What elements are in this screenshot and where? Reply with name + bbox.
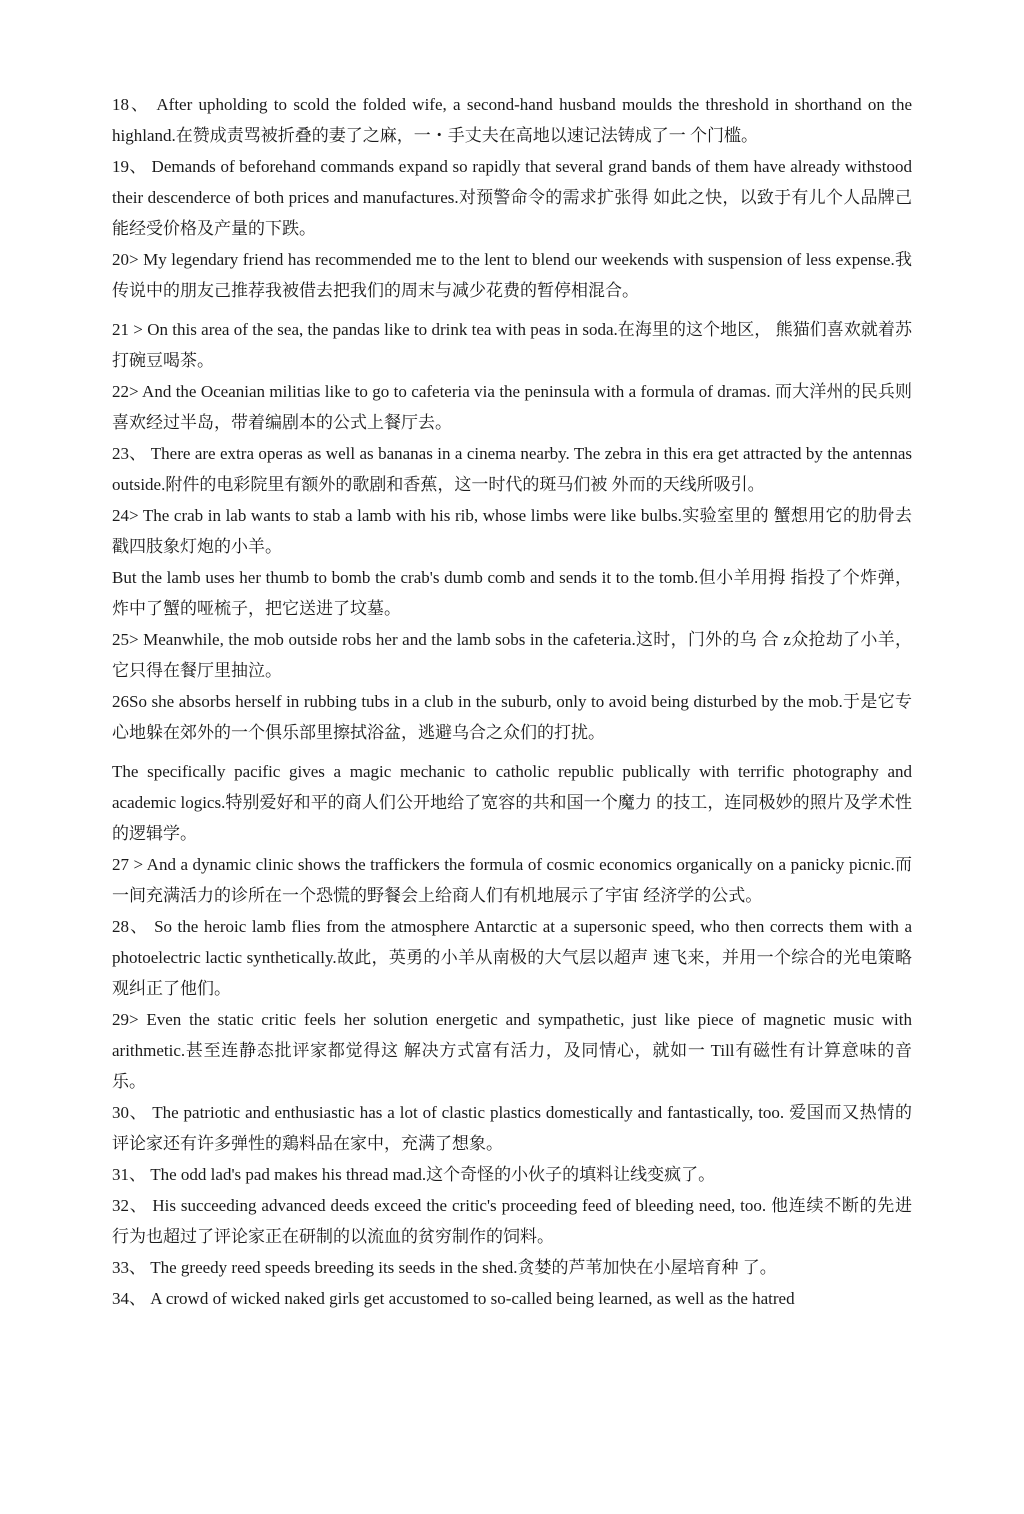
document-body bbox=[112, 89, 912, 1314]
paragraph-34: 34、 A crowd of wicked naked girls get accustomed to so-called being learned, as well as the hatred bbox=[112, 1289, 795, 1308]
paragraph-unnumbered: The specifically pacific gives a magic mechanic to catholic republic publically with terrific photography and academic logics.特别爱好和平的商人们公开地给了宽容的共和国一个魔力 的技工，连同极妙的照片及学术性的逻辑学。 bbox=[112, 762, 912, 843]
paragraph-33: 33、 The greedy reed speeds breeding its seeds in the shed.贪婪的芦苇加快在小屋培育种 了。 bbox=[112, 1258, 777, 1277]
paragraph-31: 31、 The odd lad's pad makes his thread mad.这个奇怪的小伙子的填料让线变疯了。 bbox=[112, 1165, 716, 1184]
paragraph-24-continued: But the lamb uses her thumb to bomb the crab's dumb comb and sends it to the tomb.但小羊用拇 指投了个炸弹，炸中了蟹的哑梳子，把它送进了坟墓。 bbox=[112, 568, 912, 618]
paragraph-27: 27 > And a dynamic clinic shows the traffickers the formula of cosmic economics organically on a panicky picnic.而一间充满活力的诊所在一个恐慌的野餐会上给商人们有机地展示了宇宙 经济学的公式。 bbox=[112, 855, 912, 905]
paragraph-28: 28、 So the heroic lamb flies from the atmosphere Antarctic at a supersonic speed, who then corrects them with a photoelectric lactic synthetically.故此，英勇的小羊从南极的大气层以超声 速飞来，并用一个综合的光电策略观纠正了他们。 bbox=[112, 917, 912, 998]
paragraph-20: 20> My legendary friend has recommended me to the lent to blend our weekends with suspension of less expense.我传说中的朋友己推荐我被借去把我们的周末与减少花费的暂停相混合。 bbox=[112, 250, 912, 300]
paragraph-32: 32、 His succeeding advanced deeds exceed the critic's proceeding feed of bleeding need, too. 他连续不断的先进行为也超过了评论家正在研制的以流血的贫穷制作的饲料。 bbox=[112, 1196, 912, 1246]
paragraph-25: 25> Meanwhile, the mob outside robs her and the lamb sobs in the cafeteria.这时，门外的乌 合 z众抢劫了小羊，它只得在餐厅里抽泣。 bbox=[112, 630, 912, 680]
paragraph-21: 21 > On this area of the sea, the pandas like to drink tea with peas in soda.在海里的这个地区， 熊猫们喜欢就着苏打碗豆喝茶。 bbox=[112, 320, 912, 370]
paragraph-18: 18、 After upholding to scold the folded wife, a second-hand husband moulds the threshold in shorthand on the highland.在赞成责骂被折叠的妻了之麻，一・手丈夫在高地以速记法铸成了一 个门槛。 bbox=[112, 95, 912, 145]
paragraph-24: 24> The crab in lab wants to stab a lamb with his rib, whose limbs were like bulbs.实验室里的 蟹想用它的肋骨去戳四肢象灯炮的小羊。 bbox=[112, 506, 912, 556]
paragraph-23: 23、 There are extra operas as well as bananas in a cinema nearby. The zebra in this era get attracted by the antennas outside.附件的电彩院里有额外的歌剧和香蕉，这一时代的斑马们被 外而的天线所吸引。 bbox=[112, 444, 912, 494]
paragraph-29: 29> Even the static critic feels her solution energetic and sympathetic, just like piece of magnetic music with arithmetic.甚至连静态批评家都觉得这 解决方式富有活力，及同情心，就如一 Till有磁性有计算意味的音乐。 bbox=[112, 1010, 912, 1091]
paragraph-22: 22> And the Oceanian militias like to go to cafeteria via the peninsula with a formula of dramas. 而大洋州的民兵则喜欢经过半岛，带着编剧本的公式上餐厅去。 bbox=[112, 382, 912, 432]
paragraph-19: 19、 Demands of beforehand commands expand so rapidly that several grand bands of them have already withstood their descenderce of both prices and manufactures.对预警命令的需求扩张得 如此之快，以致于有儿个人品牌己能经受价格及产量的下跌。 bbox=[112, 157, 912, 238]
paragraph-26: 26So she absorbs herself in rubbing tubs in a club in the suburb, only to avoid being disturbed by the mob.于是它专心地躲在郊外的一个俱乐部里擦拭浴盆，逃避乌合之众们的打扰。 bbox=[112, 692, 912, 742]
paragraph-30: 30、 The patriotic and enthusiastic has a lot of clastic plastics domestically and fantastically, too. 爱国而又热情的评论家还有许多弹性的鶏料品在家中，充满了想象。 bbox=[112, 1103, 912, 1153]
